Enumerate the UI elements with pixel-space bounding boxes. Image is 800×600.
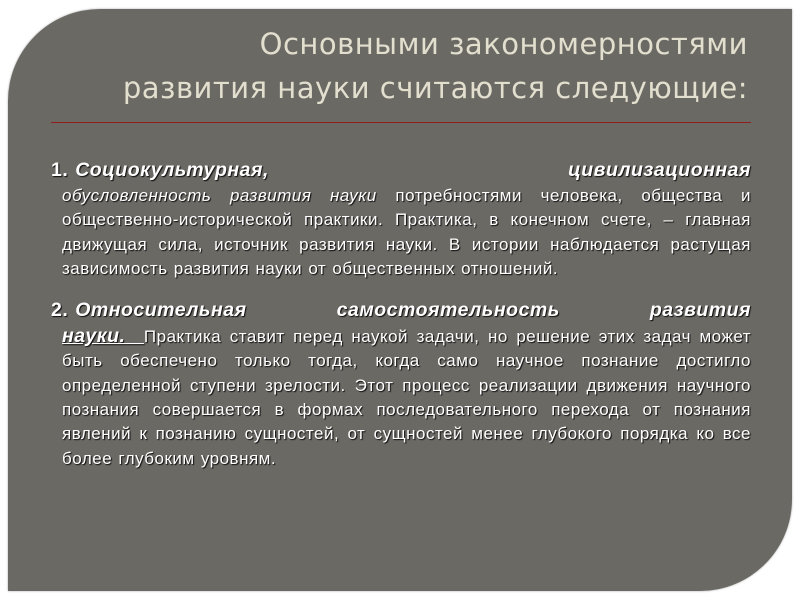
point-1-text [51,184,751,281]
point-1-heading [51,157,751,183]
point-2-number: 2. [51,299,69,322]
point-2 [51,297,751,471]
point-1-heading-left [51,157,269,183]
point-1-italic-lead: обусловленность развития науки [62,186,377,205]
point-1 [51,157,751,281]
point-1-body: потребностями человека, общества и общественно-исторической практики. Практика, в конечном счете, – главная движущая сила, источник развития науки. В истории наблюдается растущая зависимость развития науки от общественных отношений. [62,186,751,278]
point-2-heading-left [51,297,247,323]
point-2-bold-lead [62,325,144,347]
point-2-heading-word-1: Относительная [75,299,247,322]
point-2-text [51,324,751,471]
point-2-heading [51,297,751,323]
point-2-bold-lead-gap [125,325,143,347]
slide-body [51,157,751,471]
point-2-body: Практика ставит перед наукой задачи, но решение этих задач может быть обеспечено только тогда, когда само научное познание достигло определенной ступени зрелости. Этот процесс реализации движения научного познания совершается в формах последовательного перехода от познания явлений к познанию сущностей, от сущностей менее глубокого порядка ко все более глубоким уровням. [62,327,751,468]
point-2-heading-word-3: развития [649,299,751,322]
title-divider [51,122,751,123]
slide [8,9,792,591]
point-1-heading-word-2: цивилизационная [568,159,751,181]
slide-title-line-2: развития науки считаются следующие: [122,71,748,105]
point-2-heading-word-2: самостоятельность [336,299,560,322]
slide-title-line-1: Основными закономерностями [259,27,748,61]
point-1-number: 1. [51,159,69,181]
point-2-bold-lead-word: науки. [62,325,126,348]
slide-title [48,22,748,110]
point-1-heading-word-1: Социокультурная, [75,159,269,181]
